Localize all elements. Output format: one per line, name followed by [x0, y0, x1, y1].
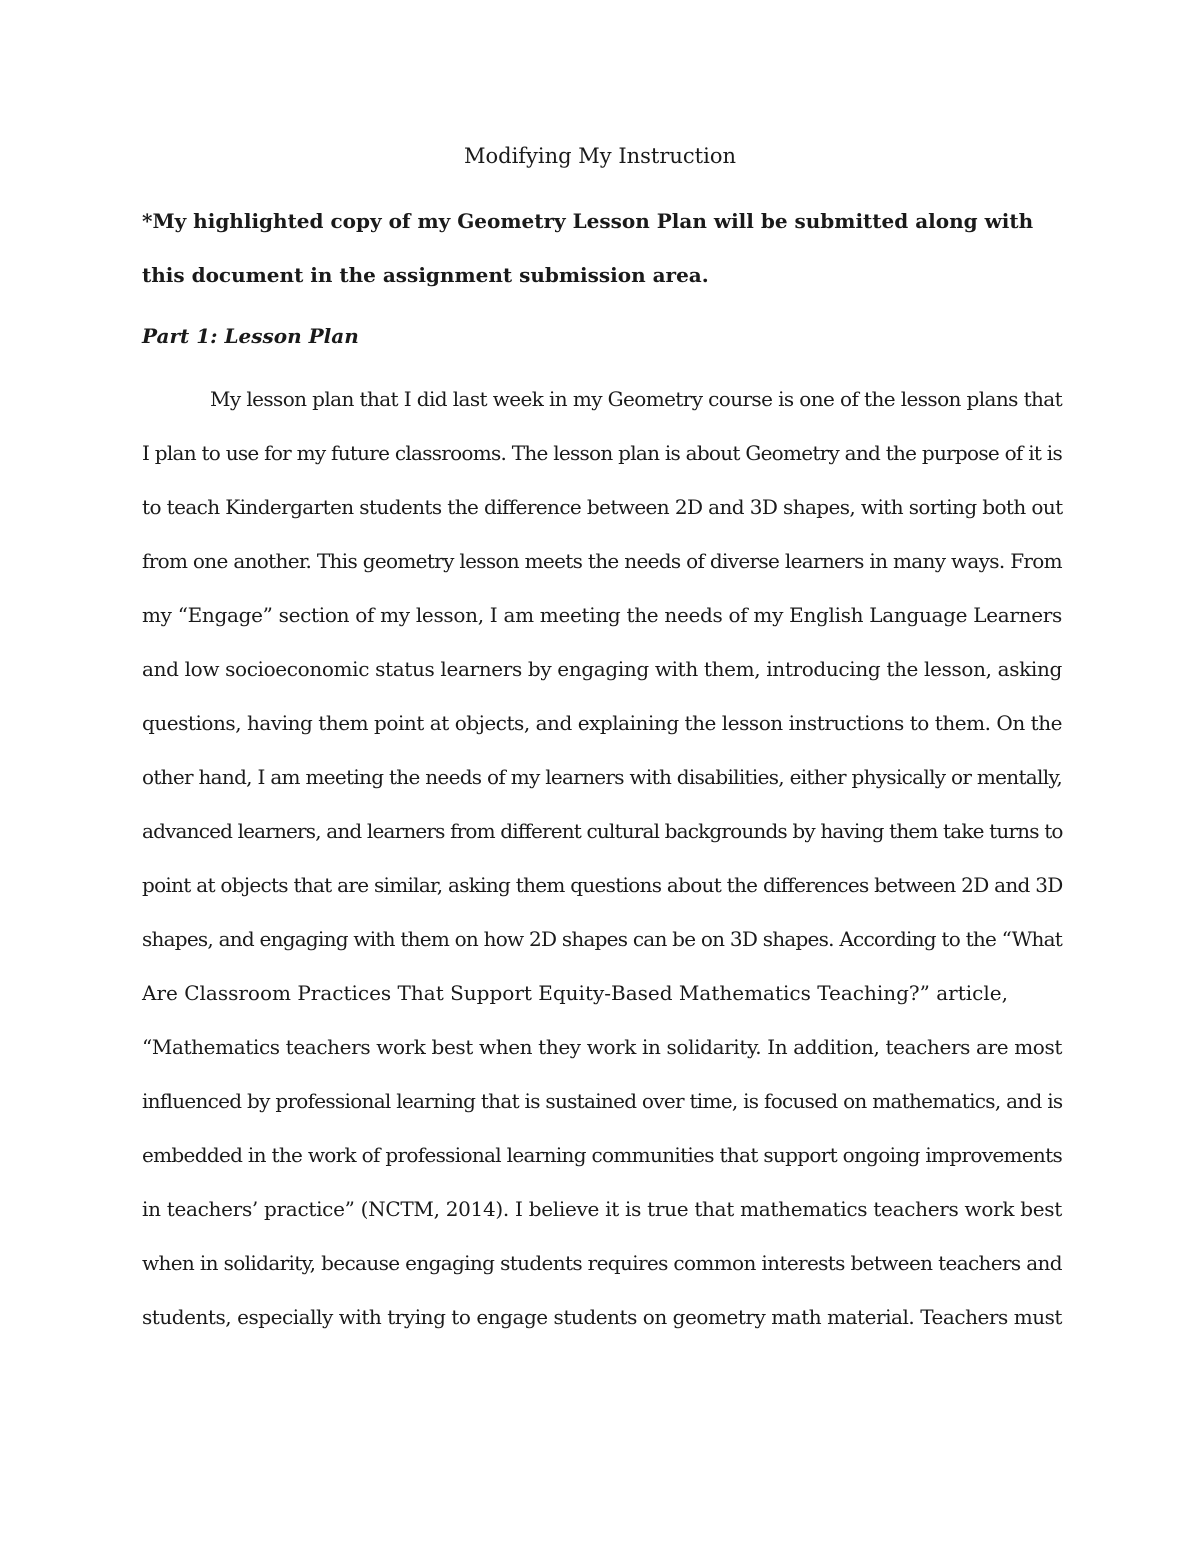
- body-line: students, especially with trying to engage students on geometry math material. Teachers must: [142, 1305, 1063, 1329]
- body-line: influenced by professional learning that is sustained over time, is focused on mathematics, and is: [142, 1089, 1063, 1113]
- body-line: shapes, and engaging with them on how 2D shapes can be on 3D shapes. According to the “What: [142, 927, 1063, 951]
- body-line: other hand, I am meeting the needs of my learners with disabilities, either physically or mentally,: [142, 765, 1062, 789]
- body-line: in teachers’ practice” (NCTM, 2014). I believe it is true that mathematics teachers work best: [142, 1197, 1063, 1221]
- body-line: from one another. This geometry lesson meets the needs of diverse learners in many ways. From: [142, 549, 1062, 573]
- body-line: and low socioeconomic status learners by engaging with them, introducing the lesson, asking: [142, 657, 1062, 681]
- body-line: my “Engage” section of my lesson, I am meeting the needs of my English Language Learners: [142, 603, 1062, 627]
- body-line: when in solidarity, because engaging students requires common interests between teachers and: [142, 1251, 1062, 1275]
- body-line: questions, having them point at objects, and explaining the lesson instructions to them. On the: [142, 711, 1063, 735]
- section-heading: Part 1: Lesson Plan: [142, 324, 359, 348]
- body-line: point at objects that are similar, asking them questions about the differences between 2D and 3D: [142, 873, 1063, 897]
- body-line: “Mathematics teachers work best when they work in solidarity. In addition, teachers are most: [142, 1035, 1063, 1059]
- body-line: to teach Kindergarten students the difference between 2D and 3D shapes, with sorting both out: [142, 495, 1063, 519]
- body-line: My lesson plan that I did last week in my Geometry course is one of the lesson plans that: [210, 387, 1063, 411]
- body-paragraph: [142, 372, 1062, 1344]
- body-line: Are Classroom Practices That Support Equity-Based Mathematics Teaching?” article,: [142, 981, 1008, 1005]
- document-title: Modifying My Instruction: [463, 144, 737, 168]
- submission-note: *My highlighted copy of my Geometry Lesson Plan will be submitted along with this document in the assignment submission area.: [142, 209, 1034, 287]
- body-line: embedded in the work of professional learning communities that support ongoing improvements: [142, 1143, 1063, 1167]
- body-line: I plan to use for my future classrooms. The lesson plan is about Geometry and the purpose of it is: [142, 441, 1062, 465]
- body-line: advanced learners, and learners from different cultural backgrounds by having them take turns to: [142, 819, 1063, 843]
